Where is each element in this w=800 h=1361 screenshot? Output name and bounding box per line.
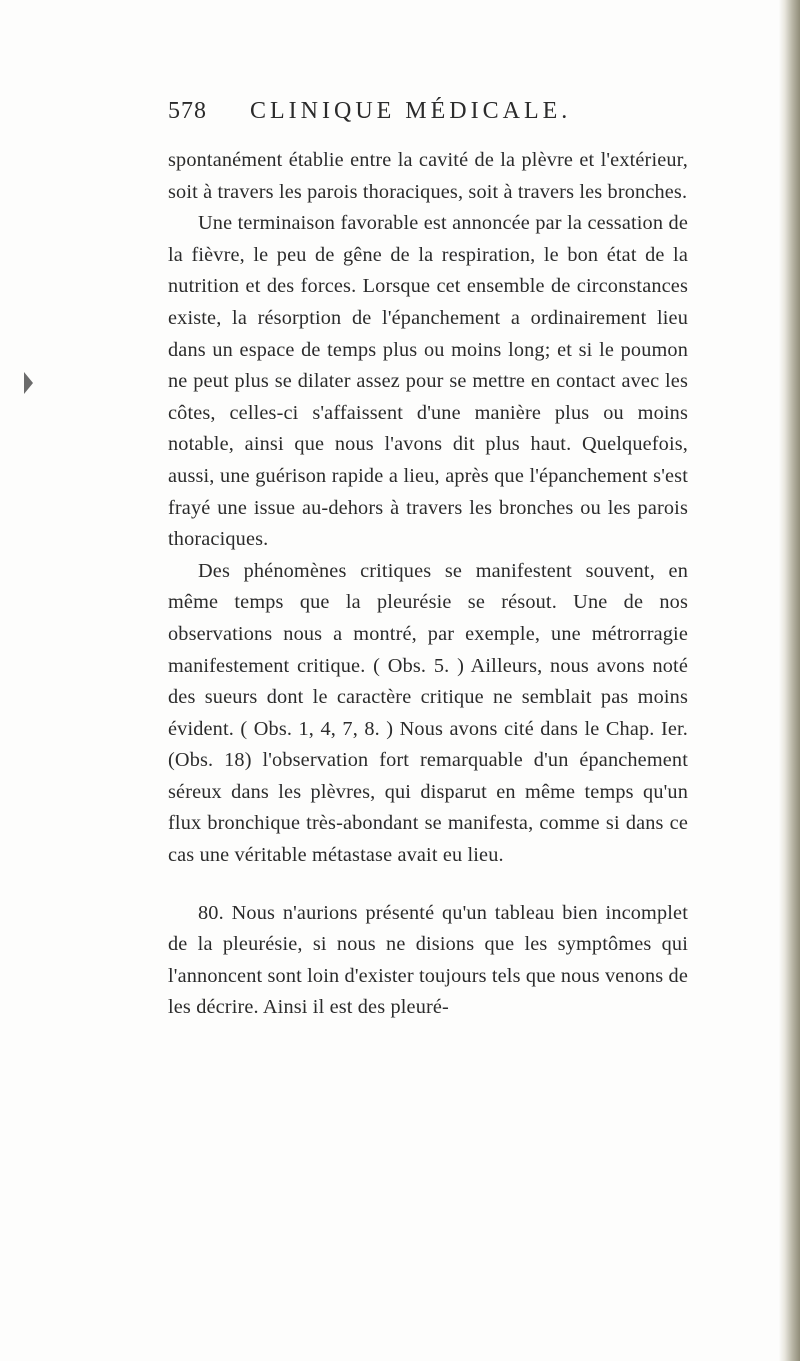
page-header xyxy=(168,98,688,138)
paragraph-continuation: spontanément établie entre la cavité de la plèvre et l'extérieur, soit à travers les parois thoraciques, soit à travers les bronches. xyxy=(168,149,688,203)
paragraph-critical-phenomena: Des phénomènes critiques se manifestent souvent, en même temps que la pleurésie se résout. Une de nos observations nous a montré, par exemple, une métrorragie manifestement critique. ( Obs. 5. ) Ailleurs, nous avons noté des sueurs dont le caractère critique ne semblait pas moins évident. ( Obs. 1, 4, 7, 8. ) Nous avons cité dans le Chap. Ier. (Obs. 18) l'observation fort remarquable d'un épanchement séreux dans les plèvres, qui disparut en même temps qu'un flux bronchique très-abondant se manifesta, comme si dans ce cas une véritable métastase avait eu lieu. xyxy=(168,559,688,867)
page-edge-shadow xyxy=(778,0,800,1361)
running-title: CLINIQUE MÉDICALE. xyxy=(250,98,572,124)
margin-mark xyxy=(24,372,33,394)
page-number: 578 xyxy=(168,98,207,124)
paragraph-favorable-termination: Une terminaison favorable est annoncée par la cessation de la fièvre, le peu de gêne de la respiration, le bon état de la nutrition et des forces. Lorsque cet ensemble de circonstances existe, la résorption de l'épanchement a ordinairement lieu dans un espace de temps plus ou moins long; et si le poumon ne peut plus se dilater assez pour se mettre en contact avec les côtes, celles-ci s'affaissent d'une manière plus ou moins notable, ainsi que nous l'avons dit plus haut. Quelquefois, aussi, une guérison rapide a lieu, après que l'épanchement s'est frayé une issue au-dehors à travers les bronches ou les parois thoraciques. xyxy=(168,212,688,551)
paragraph-section-80: 80. Nous n'aurions présenté qu'un tableau bien incomplet de la pleurésie, si nous ne disions que les symptômes qui l'annoncent sont loin d'exister toujours tels que nous venons de les décrire. Ainsi il est des pleuré- xyxy=(168,901,688,1019)
body-text xyxy=(168,145,688,1024)
